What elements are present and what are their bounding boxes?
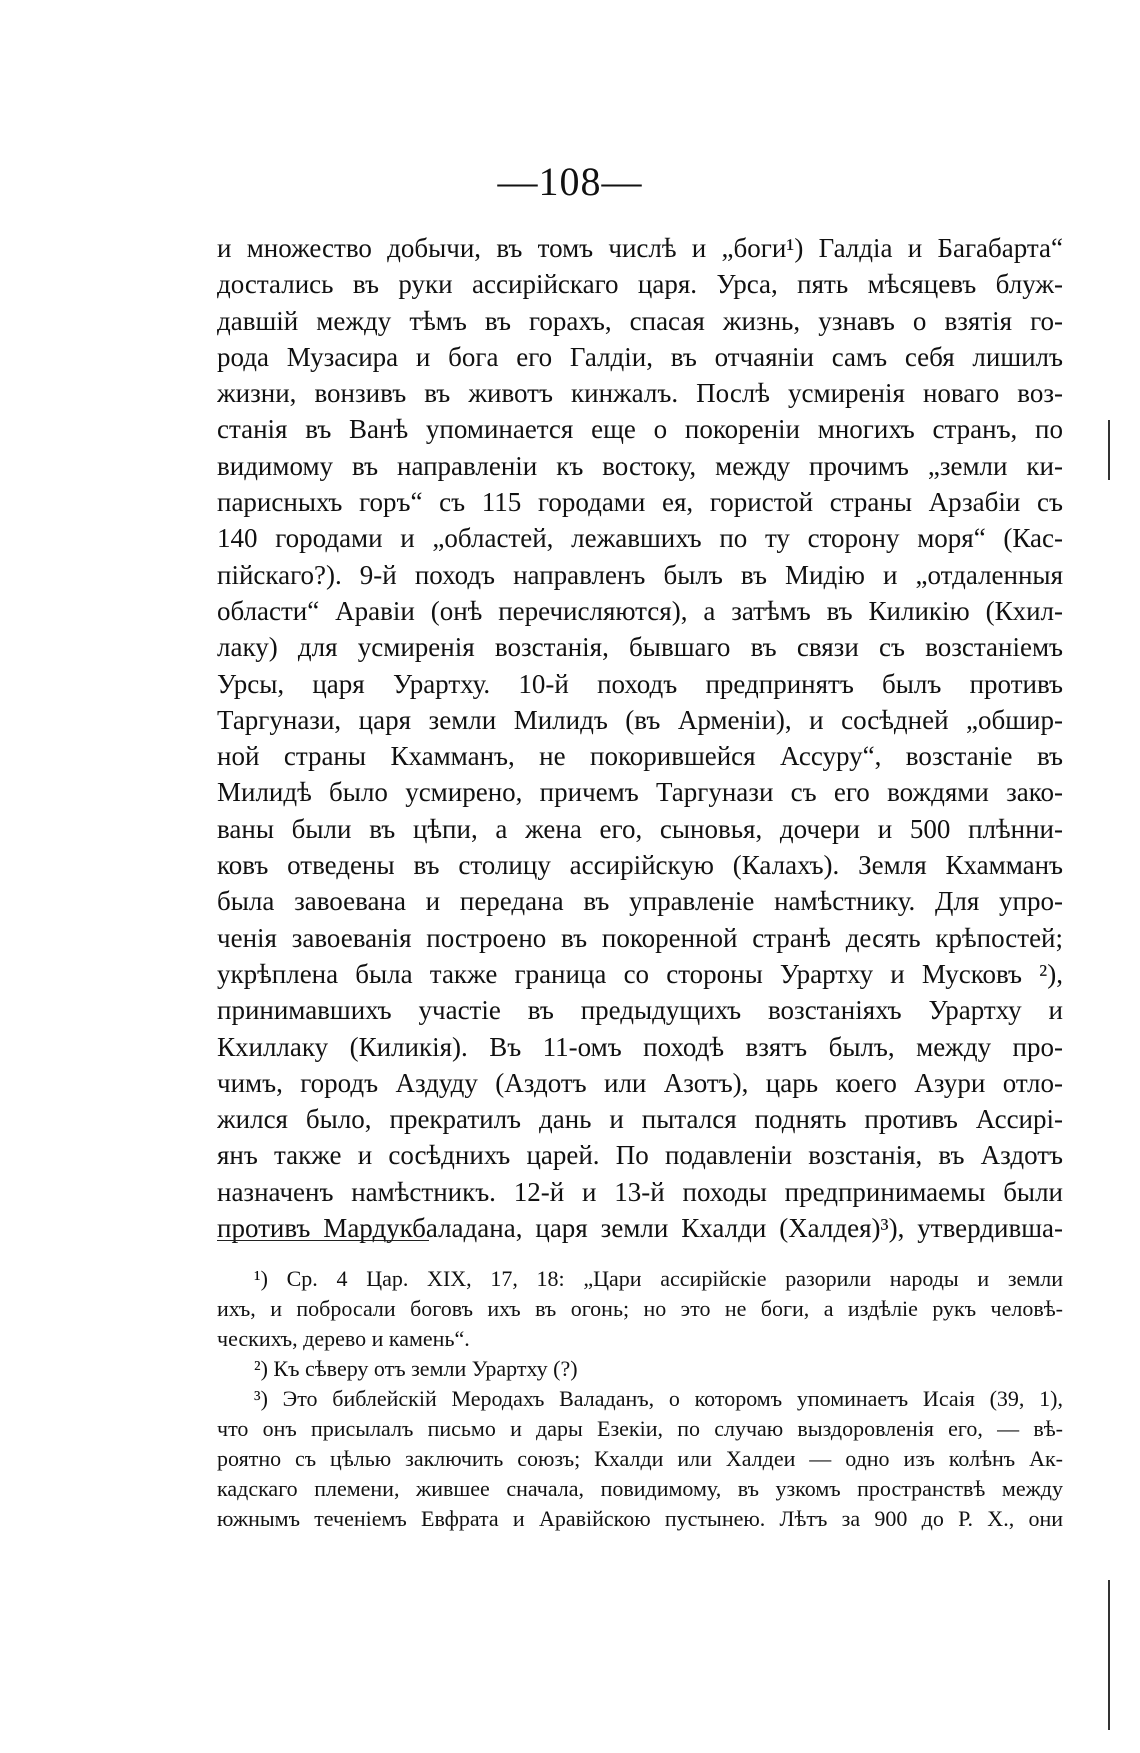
footnote-line: кадскаго племени, жившее сначала, повидимому, въ узкомъ пространствѣ между	[217, 1476, 1063, 1501]
text-line: видимому въ направленіи къ востоку, между прочимъ „земли ки-	[217, 450, 1063, 481]
text-line: ваны были въ цѣпи, а жена его, сыновья, дочери и 500 плѣнни-	[217, 813, 1063, 844]
text-line: области“ Аравіи (онѣ перечисляются), а затѣмъ въ Киликію (Кхил-	[217, 595, 1063, 626]
text-line: давшій между тѣмъ въ горахъ, спасая жизнь, узнавъ о взятія го-	[217, 305, 1063, 336]
footnote-line: ческихъ, дерево и камень“.	[217, 1326, 470, 1351]
text-line: достались въ руки ассирійскаго царя. Урса, пять мѣсяцевъ блуж-	[217, 269, 1063, 300]
text-line: Милидѣ было усмирено, причемъ Таргунази съ его вождями зако-	[217, 777, 1063, 808]
text-line: укрѣплена была также граница со стороны Урартху и Мусковъ ²),	[217, 958, 1063, 989]
text-line: янъ также и сосѣднихъ царей. По подавленіи возстанія, въ Аздотъ	[217, 1140, 1063, 1171]
text-line: парисныхъ горъ“ съ 115 городами ея, гористой страны Арзабіи съ	[217, 487, 1063, 518]
text-line: рода Музасира и бога его Галдіи, въ отчаяніи самъ себя лишилъ	[217, 341, 1063, 372]
footnote-line: что онъ присылалъ письмо и дары Езекіи, по случаю выздоровленія его, — вѣ-	[217, 1416, 1063, 1441]
footnote-1	[217, 1264, 1063, 1354]
footnote-3	[217, 1384, 1063, 1534]
footnote-line: ²) Къ сѣверу отъ земли Урартху (?)	[254, 1356, 578, 1381]
footnote-divider	[217, 1240, 429, 1241]
scan-edge-mark	[1108, 1580, 1110, 1730]
text-line: Урсы, царя Урартху. 10-й походъ предпринятъ былъ противъ	[217, 668, 1063, 699]
footnote-line: ихъ, и побросали боговъ ихъ въ огонь; но это не боги, а издѣліе рукъ человѣ-	[217, 1296, 1063, 1321]
footnote-line: ³) Это библейскій Меродахъ Валаданъ, о которомъ упоминаетъ Исаія (39, 1),	[254, 1386, 1063, 1411]
text-line: назначенъ намѣстникъ. 12-й и 13-й походы предпринимаемы были	[217, 1176, 1063, 1207]
text-line: жился было, прекратилъ дань и пытался поднять противъ Ассирі-	[217, 1104, 1063, 1135]
text-line: жизни, вонзивъ въ животъ кинжалъ. Послѣ усмиренія новаго воз-	[217, 378, 1063, 409]
text-line: ной страны Кхамманъ, не покорившейся Ассуру“, возстаніе въ	[217, 741, 1063, 772]
main-text	[217, 230, 1063, 1246]
text-line: 140 городами и „областей, лежавшихъ по ту сторону моря“ (Кас-	[217, 523, 1063, 554]
footnote-line: роятно съ цѣлью заключить союзъ; Кхалди или Халдеи — одно изъ колѣнъ Ак-	[217, 1446, 1063, 1471]
footnote-2	[217, 1354, 1063, 1384]
text-line: ченія завоеванія построено въ покоренной странѣ десять крѣпостей;	[217, 922, 1063, 953]
page-number: —108—	[497, 159, 643, 204]
text-line: станія въ Ванѣ упоминается еще о покореніи многихъ странъ, по	[217, 414, 1063, 445]
text-line: Таргунази, царя земли Милидъ (въ Арменіи), и сосѣдней „обшир-	[217, 704, 1063, 735]
footnote-line: ¹) Ср. 4 Цар. XIX, 17, 18: „Цари ассирійскіе разорили народы и земли	[254, 1266, 1063, 1291]
footnote-line: южнымъ теченіемъ Евфрата и Аравійскою пустынею. Лѣтъ за 900 до Р. Х., они	[217, 1506, 1063, 1531]
text-line: принимавшихъ участіе въ предыдущихъ возстаніяхъ Урартху и	[217, 995, 1063, 1026]
text-line: и множество добычи, въ томъ числѣ и „боги¹) Галдіа и Багабарта“	[217, 233, 1063, 263]
text-line: противъ Мардукбаладана, царя земли Кхалди (Халдея)³), утвердивша-	[217, 1213, 1063, 1244]
text-line: была завоевана и передана въ управленіе намѣстнику. Для упро-	[217, 886, 1063, 917]
text-line: лаку) для усмиренія возстанія, бывшаго въ связи съ возстаніемъ	[217, 632, 1063, 663]
scan-edge-mark	[1108, 420, 1110, 480]
text-line: чимъ, городъ Аздуду (Аздотъ или Азотъ), царь коего Азури отло-	[217, 1067, 1063, 1098]
footnotes	[217, 1264, 1063, 1534]
text-line: ковъ отведены въ столицу ассирійскую (Калахъ). Земля Кхамманъ	[217, 850, 1063, 881]
text-line: Кхиллаку (Киликія). Въ 11-омъ походѣ взятъ былъ, между про-	[217, 1031, 1063, 1062]
text-line: пійскаго?). 9-й походъ направленъ былъ въ Мидію и „отдаленныя	[217, 559, 1063, 590]
